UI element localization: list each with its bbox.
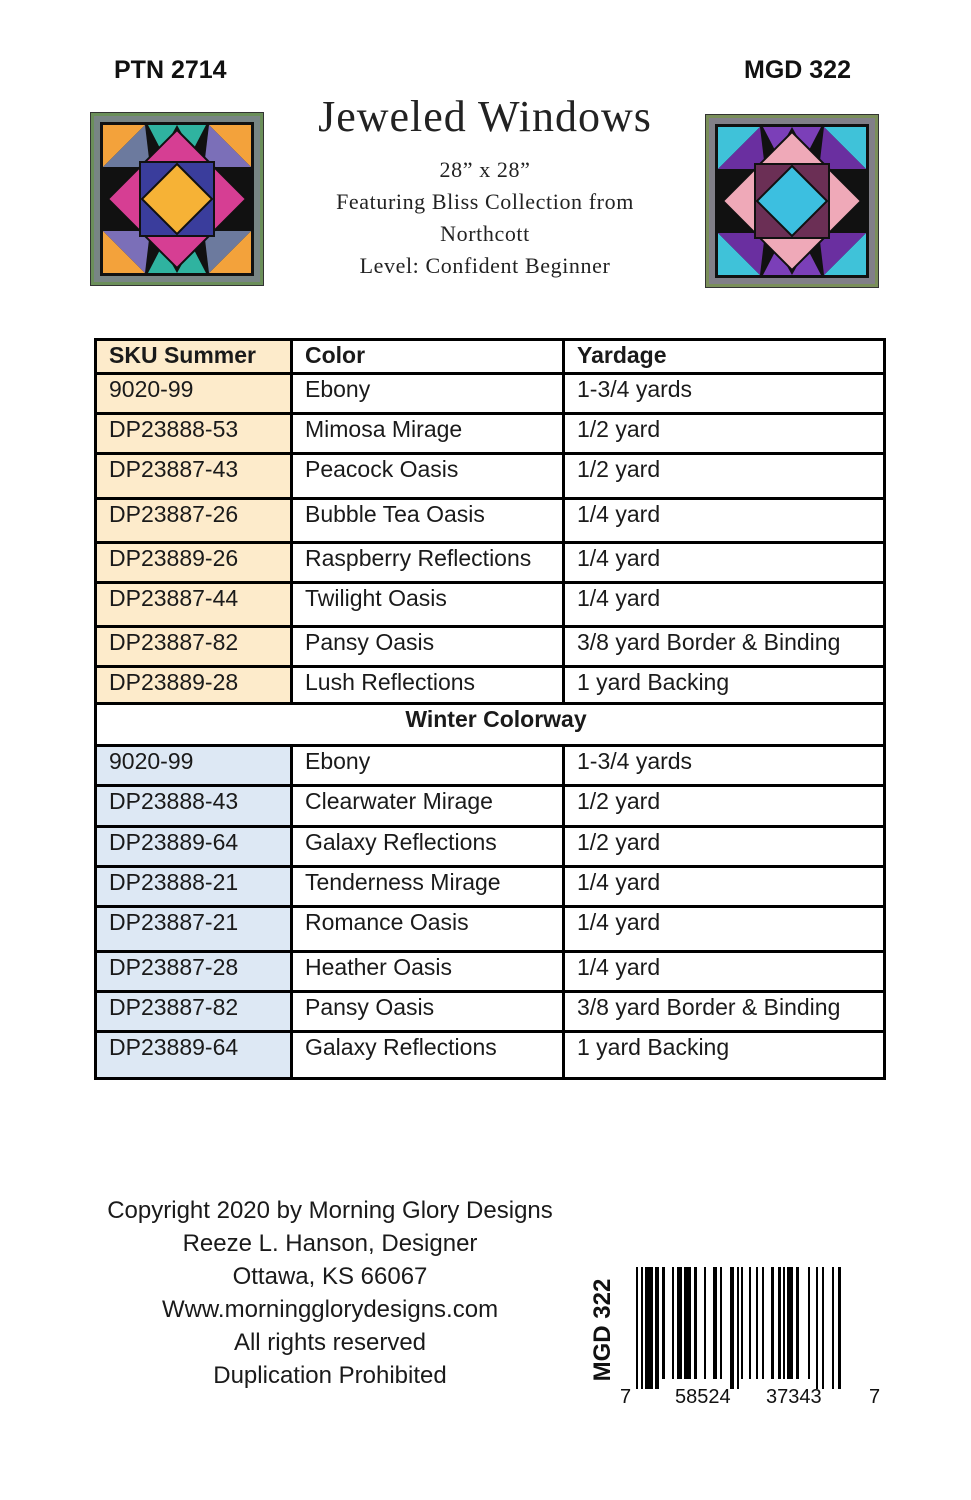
- yardage-cell: 3/8 yard Border & Binding: [564, 992, 885, 1032]
- color-cell: Tenderness Mirage: [292, 867, 564, 907]
- yardage-cell: 1/4 yard: [564, 907, 885, 952]
- yardage-cell: 1/4 yard: [564, 952, 885, 992]
- yardage-cell: 1/2 yard: [564, 454, 885, 499]
- quilt-size: 28” x 28”: [439, 157, 531, 182]
- table-row: [96, 1032, 885, 1079]
- title-block: [290, 90, 680, 282]
- header-sku-summer: SKU Summer: [96, 340, 292, 374]
- color-cell: Lush Reflections: [292, 667, 564, 704]
- fabric-requirements-table: [94, 338, 886, 1080]
- table-row: [96, 907, 885, 952]
- skill-level: Level: Confident Beginner: [359, 253, 611, 278]
- barcode-digit-right: 7: [869, 1386, 881, 1408]
- featuring-line-1: Featuring Bliss Collection from: [336, 189, 634, 214]
- product-code: MGD 322: [744, 56, 851, 84]
- color-cell: Ebony: [292, 374, 564, 414]
- table-row: [96, 583, 885, 627]
- copyright-footer: [95, 1194, 565, 1392]
- color-cell: Peacock Oasis: [292, 454, 564, 499]
- table-row: [96, 627, 885, 667]
- pattern-code: PTN 2714: [114, 56, 227, 84]
- sku-cell: DP23889-28: [96, 667, 292, 704]
- color-cell: Clearwater Mirage: [292, 786, 564, 827]
- sku-cell: DP23887-44: [96, 583, 292, 627]
- sku-cell: DP23887-82: [96, 627, 292, 667]
- color-cell: Romance Oasis: [292, 907, 564, 952]
- color-cell: Raspberry Reflections: [292, 543, 564, 583]
- color-cell: Bubble Tea Oasis: [292, 499, 564, 543]
- color-cell: Galaxy Reflections: [292, 1032, 564, 1079]
- barcode-icon: [636, 1267, 866, 1389]
- yardage-cell: 1-3/4 yards: [564, 746, 885, 786]
- sku-cell: DP23888-21: [96, 867, 292, 907]
- sku-cell: DP23889-64: [96, 1032, 292, 1079]
- color-cell: Galaxy Reflections: [292, 827, 564, 867]
- yardage-cell: 1/4 yard: [564, 499, 885, 543]
- sku-cell: DP23888-53: [96, 414, 292, 454]
- yardage-cell: 1/2 yard: [564, 414, 885, 454]
- sku-cell: DP23887-28: [96, 952, 292, 992]
- yardage-cell: 1 yard Backing: [564, 1032, 885, 1079]
- winter-colorway-header: Winter Colorway: [96, 704, 885, 746]
- winter-colorway-header-row: [96, 704, 885, 746]
- yardage-cell: 3/8 yard Border & Binding: [564, 627, 885, 667]
- barcode-digits-group-2: 37343: [766, 1386, 822, 1408]
- color-cell: Ebony: [292, 746, 564, 786]
- summer-quilt-image: [90, 112, 264, 286]
- sku-cell: 9020-99: [96, 746, 292, 786]
- yardage-cell: 1/2 yard: [564, 827, 885, 867]
- header-yardage: Yardage: [564, 340, 885, 374]
- yardage-cell: 1/4 yard: [564, 543, 885, 583]
- color-cell: Pansy Oasis: [292, 627, 564, 667]
- header-color: Color: [292, 340, 564, 374]
- featuring-line-2: Northcott: [440, 221, 530, 246]
- rights-line: All rights reserved: [233, 1329, 427, 1356]
- color-cell: Heather Oasis: [292, 952, 564, 992]
- sku-cell: DP23887-82: [96, 992, 292, 1032]
- table-row: [96, 952, 885, 992]
- table-row: [96, 827, 885, 867]
- table-row: [96, 499, 885, 543]
- yardage-cell: 1/2 yard: [564, 786, 885, 827]
- yardage-cell: 1/4 yard: [564, 583, 885, 627]
- table-row: [96, 414, 885, 454]
- table-row: [96, 374, 885, 414]
- sku-cell: DP23887-43: [96, 454, 292, 499]
- table-row: [96, 667, 885, 704]
- table-header-row: [96, 340, 885, 374]
- duplication-line: Duplication Prohibited: [213, 1362, 447, 1389]
- color-cell: Twilight Oasis: [292, 583, 564, 627]
- pattern-title: Jeweled Windows: [318, 92, 652, 141]
- yardage-cell: 1/4 yard: [564, 867, 885, 907]
- barcode-digit-left: 7: [620, 1386, 632, 1408]
- sku-cell: 9020-99: [96, 374, 292, 414]
- copyright-line: Copyright 2020 by Morning Glory Designs: [107, 1197, 553, 1224]
- table-row: [96, 786, 885, 827]
- barcode-digits-group-1: 58524: [675, 1386, 731, 1408]
- address-line: Ottawa, KS 66067: [232, 1263, 428, 1290]
- winter-quilt-image: [705, 114, 879, 288]
- table-row: [96, 454, 885, 499]
- color-cell: Pansy Oasis: [292, 992, 564, 1032]
- table-row: [96, 543, 885, 583]
- barcode-vertical-label: MGD 322: [589, 1278, 616, 1382]
- color-cell: Mimosa Mirage: [292, 414, 564, 454]
- designer-line: Reeze L. Hanson, Designer: [182, 1230, 478, 1257]
- yardage-cell: 1 yard Backing: [564, 667, 885, 704]
- sku-cell: DP23888-43: [96, 786, 292, 827]
- sku-cell: DP23889-26: [96, 543, 292, 583]
- table-row: [96, 746, 885, 786]
- sku-cell: DP23887-26: [96, 499, 292, 543]
- yardage-cell: 1-3/4 yards: [564, 374, 885, 414]
- sku-cell: DP23887-21: [96, 907, 292, 952]
- sku-cell: DP23889-64: [96, 827, 292, 867]
- table-row: [96, 867, 885, 907]
- website-link[interactable]: Www.morningglorydesigns.com: [161, 1296, 499, 1323]
- table-row: [96, 992, 885, 1032]
